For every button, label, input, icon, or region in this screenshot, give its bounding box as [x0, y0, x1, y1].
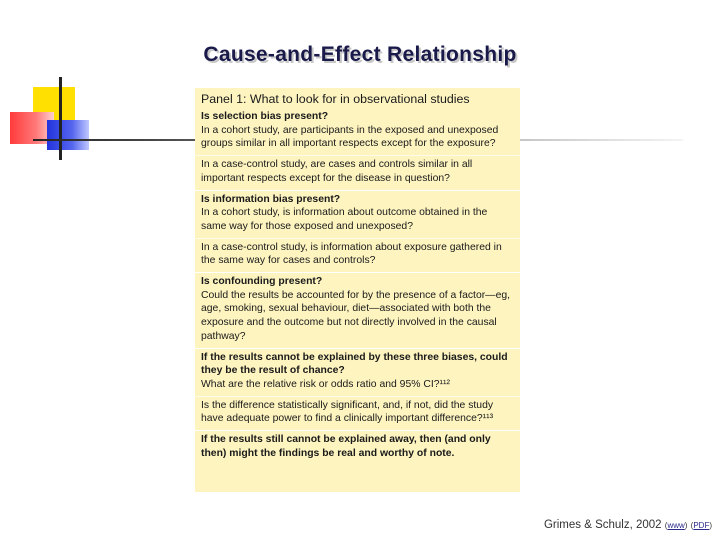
divider: [195, 348, 520, 349]
section-paragraph: In a cohort study, are participants in the exposed and unexposed groups similar in all important respects except for the exposure?: [201, 124, 499, 150]
www-link[interactable]: www: [667, 521, 685, 530]
section-paragraph: In a cohort study, is information about outcome obtained in the same way for those exposed and unexposed?: [201, 207, 488, 232]
section-paragraph: In a case-control study, are cases and controls similar in all important respects except for the disease in question?: [201, 159, 473, 184]
section-paragraph: In a case-control study, is information about exposure gathered in the same way for cases and controls?: [201, 241, 502, 267]
divider: [195, 430, 520, 431]
panel-section-selection-bias: [201, 110, 514, 186]
panel-section-confounding: [201, 275, 514, 344]
decorative-vertical-line: [59, 77, 62, 160]
pdf-link[interactable]: PDF: [693, 521, 710, 530]
citation-footer: [544, 519, 712, 531]
decorative-blue-square: [47, 120, 89, 150]
divider: [195, 396, 520, 397]
section-heading: If the results cannot be explained by these three biases, could they be the result of chance?: [201, 351, 508, 377]
paren-open: (: [690, 521, 694, 530]
paren-close: ): [684, 521, 688, 530]
panel-section-information-bias: [201, 193, 514, 269]
panel-section-chance: [201, 351, 514, 427]
paren-close: ): [709, 521, 712, 530]
section-heading: Is selection bias present?: [201, 111, 329, 122]
section-heading: Is confounding present?: [201, 276, 323, 288]
panel-title: Panel 1: What to look for in observational studies: [201, 92, 470, 106]
citation-text: Grimes & Schulz, 2002: [543, 519, 662, 531]
section-paragraph: Is the difference statistically significant, and, if not, did the study have adequate power to find a clinically important difference?¹¹³: [201, 399, 494, 425]
divider: [195, 238, 520, 239]
section-heading: If the results still cannot be explained away, then (and only then) might the findings be real and worthy of note.: [201, 434, 491, 459]
divider: [195, 190, 520, 191]
observational-studies-panel: [195, 88, 520, 492]
section-paragraph: Could the results be accounted for by the presence of a factor—eg, age, smoking, sexual behaviour, diet—associated with both the exposure and the outcome but not directly involved in the causal pathway?: [201, 289, 511, 342]
section-heading: Is information bias present?: [201, 193, 341, 205]
divider: [195, 155, 520, 156]
slide-title: Cause-and-Effect Relationship: [203, 43, 517, 66]
paren-open: (: [664, 521, 668, 530]
panel-section-conclusion: [201, 433, 514, 460]
divider: [195, 272, 520, 273]
section-paragraph: What are the relative risk or odds ratio and 95% CI?¹¹²: [201, 378, 450, 390]
